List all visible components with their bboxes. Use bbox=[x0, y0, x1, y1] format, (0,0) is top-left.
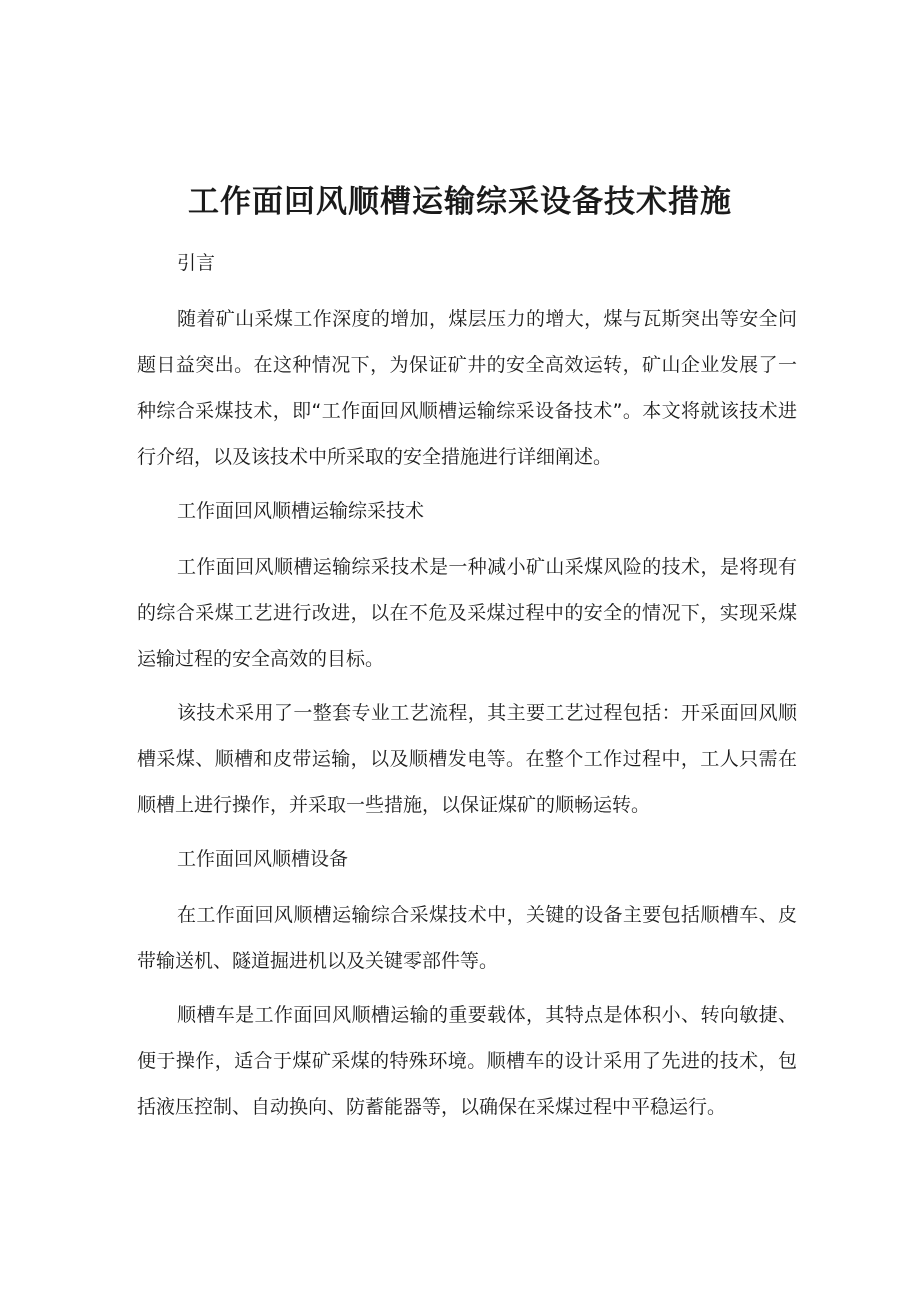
tech-paragraph-2: 该技术采用了一整套专业工艺流程，其主要工艺过程包括：开采面回风顺槽采煤、顺槽和皮带运输，以及顺槽发电等。在整个工作过程中，工人只需在顺槽上进行操作，并采取一些措施，以保证煤矿的顺畅运转。 bbox=[137, 702, 797, 816]
intro-heading: 引言 bbox=[177, 252, 216, 274]
document-title: 工作面回风顺槽运输综采设备技术措施 bbox=[188, 184, 732, 220]
intro-paragraph: 随着矿山采煤工作深度的增加，煤层压力的增大，煤与瓦斯突出等安全问题日益突出。在这种情况下，为保证矿井的安全高效运转，矿山企业发展了一种综合采煤技术，即“工作面回风顺槽运输综采设备技术”。本文将就该技术进行介绍，以及该技术中所采取的安全措施进行详细阐述。 bbox=[137, 308, 797, 468]
equipment-heading: 工作面回风顺槽设备 bbox=[177, 848, 349, 870]
document-body bbox=[137, 240, 797, 1138]
equipment-paragraph-2: 顺槽车是工作面回风顺槽运输的重要载体，其特点是体积小、转向敏捷、便于操作，适合于煤矿采煤的特殊环境。顺槽车的设计采用了先进的技术，包括液压控制、自动换向、防蓄能器等，以确保在采煤过程中平稳运行。 bbox=[137, 1004, 797, 1118]
tech-heading: 工作面回风顺槽运输综采技术 bbox=[177, 500, 425, 522]
tech-paragraph-1: 工作面回风顺槽运输综采技术是一种减小矿山采煤风险的技术，是将现有的综合采煤工艺进行改进，以在不危及采煤过程中的安全的情况下，实现采煤运输过程的安全高效的目标。 bbox=[137, 556, 797, 670]
equipment-paragraph-1: 在工作面回风顺槽运输综合采煤技术中，关键的设备主要包括顺槽车、皮带输送机、隧道掘进机以及关键零部件等。 bbox=[137, 904, 797, 972]
